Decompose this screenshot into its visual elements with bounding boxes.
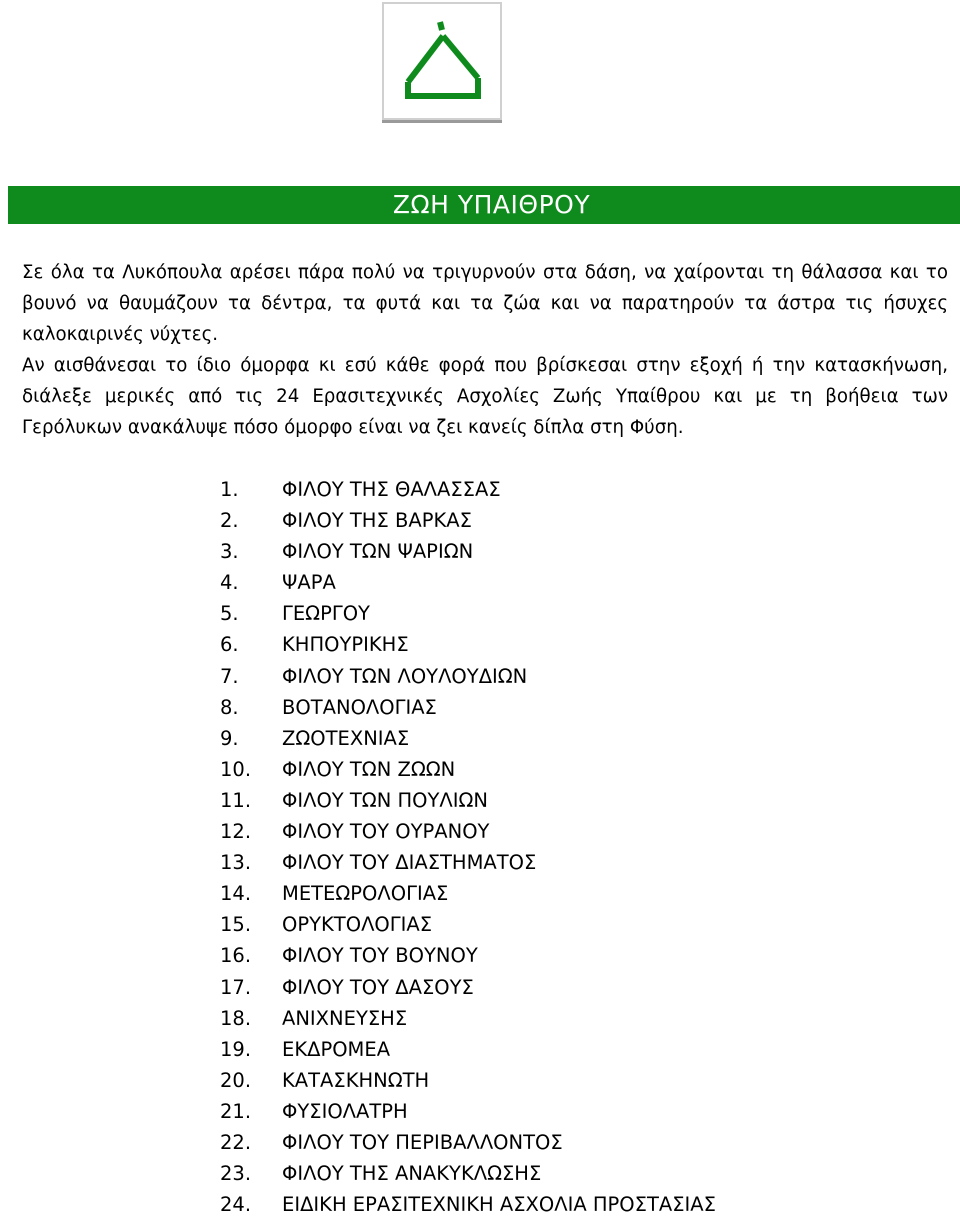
list-item-number: 9.: [220, 726, 239, 750]
list-item: [220, 816, 716, 847]
list-item: [220, 629, 716, 660]
logo-shadow: [382, 120, 502, 123]
list-item: [220, 1158, 716, 1189]
list-item: [220, 1034, 716, 1065]
intro-paragraph: Σε όλα τα Λυκόπουλα αρέσει πάρα πολύ να τριγυρνούν στα δάση, να χαίρονται τη θάλασσα και το βουνό να θαυμάζουν τα δέντρα, τα φυτά και τα ζώα και να παρατηρούν τα άστρα τις ήσυχες καλοκαιρινές νύχτες.: [22, 262, 948, 345]
list-item-label: ΚΑΤΑΣΚΗΝΩΤΗ: [282, 1068, 430, 1092]
list-item: [220, 878, 716, 909]
list-item-label: ΖΩΟΤΕΧΝΙΑΣ: [282, 726, 410, 750]
list-item-label: ΟΡΥΚΤΟΛΟΓΙΑΣ: [282, 913, 433, 937]
list-item-number: 13.: [220, 851, 252, 875]
list-item-number: 3.: [220, 540, 239, 564]
list-item-number: 20.: [220, 1068, 252, 1092]
list-item-label: ΨΑΡΑ: [282, 571, 336, 595]
list-item-label: ΦΥΣΙΟΛΑΤΡΗ: [282, 1099, 408, 1123]
intro-paragraph: Αν αισθάνεσαι το ίδιο όμορφα κι εσύ κάθε φορά που βρίσκεσαι στην εξοχή ή την κατασκήνωση, διάλεξε μερικές από τις 24 Ερασιτεχνικές Ασχολίες Ζωής Υπαίθρου και με τη βοήθεια των Γερόλυκων ανακάλυψε πόσο όμορφο είναι να ζει κανείς δίπλα στη Φύση.: [22, 355, 948, 438]
logo: [382, 2, 502, 120]
list-item: [220, 1065, 716, 1096]
list-item: [220, 972, 716, 1003]
list-item: [220, 505, 716, 536]
list-item-number: 8.: [220, 695, 239, 719]
list-item: [220, 1003, 716, 1034]
list-item-number: 2.: [220, 509, 239, 533]
list-item-label: ΕΚΔΡΟΜΕΑ: [282, 1037, 391, 1061]
list-item: [220, 909, 716, 940]
list-item-number: 12.: [220, 820, 252, 844]
list-item: [220, 536, 716, 567]
list-item-number: 14.: [220, 882, 252, 906]
list-item-number: 5.: [220, 602, 239, 626]
list-item: [220, 1096, 716, 1127]
list-item-number: 1.: [220, 478, 239, 501]
list-item: [220, 692, 716, 723]
list-item: [220, 567, 716, 598]
list-item-label: ΦΙΛΟΥ ΤΟΥ ΒΟΥΝΟΥ: [282, 944, 478, 968]
list-item-label: ΦΙΛΟΥ ΤΩΝ ΠΟΥΛΙΩΝ: [282, 788, 488, 812]
list-item-label: ΦΙΛΟΥ ΤΟΥ ΟΥΡΑΝΟΥ: [282, 820, 490, 844]
section-title: ΖΩΗ ΥΠΑΙΘΡΟΥ: [392, 190, 591, 219]
list-item-number: 21.: [220, 1099, 252, 1123]
list-item-label: ΜΕΤΕΩΡΟΛΟΓΙΑΣ: [282, 882, 449, 906]
list-item-label: ΑΝΙΧΝΕΥΣΗΣ: [282, 1006, 408, 1030]
list-item: [220, 785, 716, 816]
list-item: [220, 940, 716, 971]
activity-list: [220, 474, 716, 1220]
list-item: [220, 474, 716, 505]
list-item-label: ΦΙΛΟΥ ΤΗΣ ΘΑΛΑΣΣΑΣ: [282, 478, 501, 501]
list-item-number: 11.: [220, 788, 252, 812]
list-item-label: ΦΙΛΟΥ ΤΟΥ ΔΑΣΟΥΣ: [282, 975, 474, 999]
list-item-number: 4.: [220, 571, 239, 595]
list-item: [220, 1189, 716, 1220]
list-item-number: 7.: [220, 664, 239, 688]
list-item-label: ΦΙΛΟΥ ΤΟΥ ΠΕΡΙΒΑΛΛΟΝΤΟΣ: [282, 1130, 563, 1154]
list-item-number: 17.: [220, 975, 252, 999]
list-item: [220, 661, 716, 692]
list-item-number: 16.: [220, 944, 252, 968]
list-item: [220, 1127, 716, 1158]
list-item-number: 19.: [220, 1037, 252, 1061]
list-item-number: 6.: [220, 633, 239, 657]
list-item: [220, 754, 716, 785]
list-item-label: ΦΙΛΟΥ ΤΩΝ ΨΑΡΙΩΝ: [282, 540, 474, 564]
list-item-label: ΦΙΛΟΥ ΤΗΣ ΒΑΡΚΑΣ: [282, 509, 472, 533]
intro-text: [22, 257, 948, 443]
list-item-label: ΦΙΛΟΥ ΤΩΝ ΛΟΥΛΟΥΔΙΩΝ: [282, 664, 528, 688]
list-item: [220, 598, 716, 629]
list-item-number: 18.: [220, 1006, 252, 1030]
list-item-number: 10.: [220, 757, 252, 781]
section-banner: [8, 186, 960, 224]
list-item: [220, 723, 716, 754]
list-item-label: ΦΙΛΟΥ ΤΗΣ ΑΝΑΚΥΚΛΩΣΗΣ: [282, 1162, 542, 1186]
list-item-number: 15.: [220, 913, 252, 937]
list-item-number: 23.: [220, 1162, 252, 1186]
list-item-number: 24.: [220, 1193, 252, 1217]
list-item-label: ΦΙΛΟΥ ΤΩΝ ΖΩΩΝ: [282, 757, 456, 781]
list-item-label: ΓΕΩΡΓΟΥ: [282, 602, 370, 626]
house-outline-icon: [384, 4, 500, 118]
list-item-number: 22.: [220, 1130, 252, 1154]
list-item-label: ΒΟΤΑΝΟΛΟΓΙΑΣ: [282, 695, 437, 719]
list-item-label: ΦΙΛΟΥ ΤΟΥ ΔΙΑΣΤΗΜΑΤΟΣ: [282, 851, 537, 875]
list-item: [220, 847, 716, 878]
list-item-label: ΕΙΔΙΚΗ ΕΡΑΣΙΤΕΧΝΙΚΗ ΑΣΧΟΛΙΑ ΠΡΟΣΤΑΣΙΑΣ: [282, 1193, 716, 1217]
list-item-label: ΚΗΠΟΥΡΙΚΗΣ: [282, 633, 409, 657]
